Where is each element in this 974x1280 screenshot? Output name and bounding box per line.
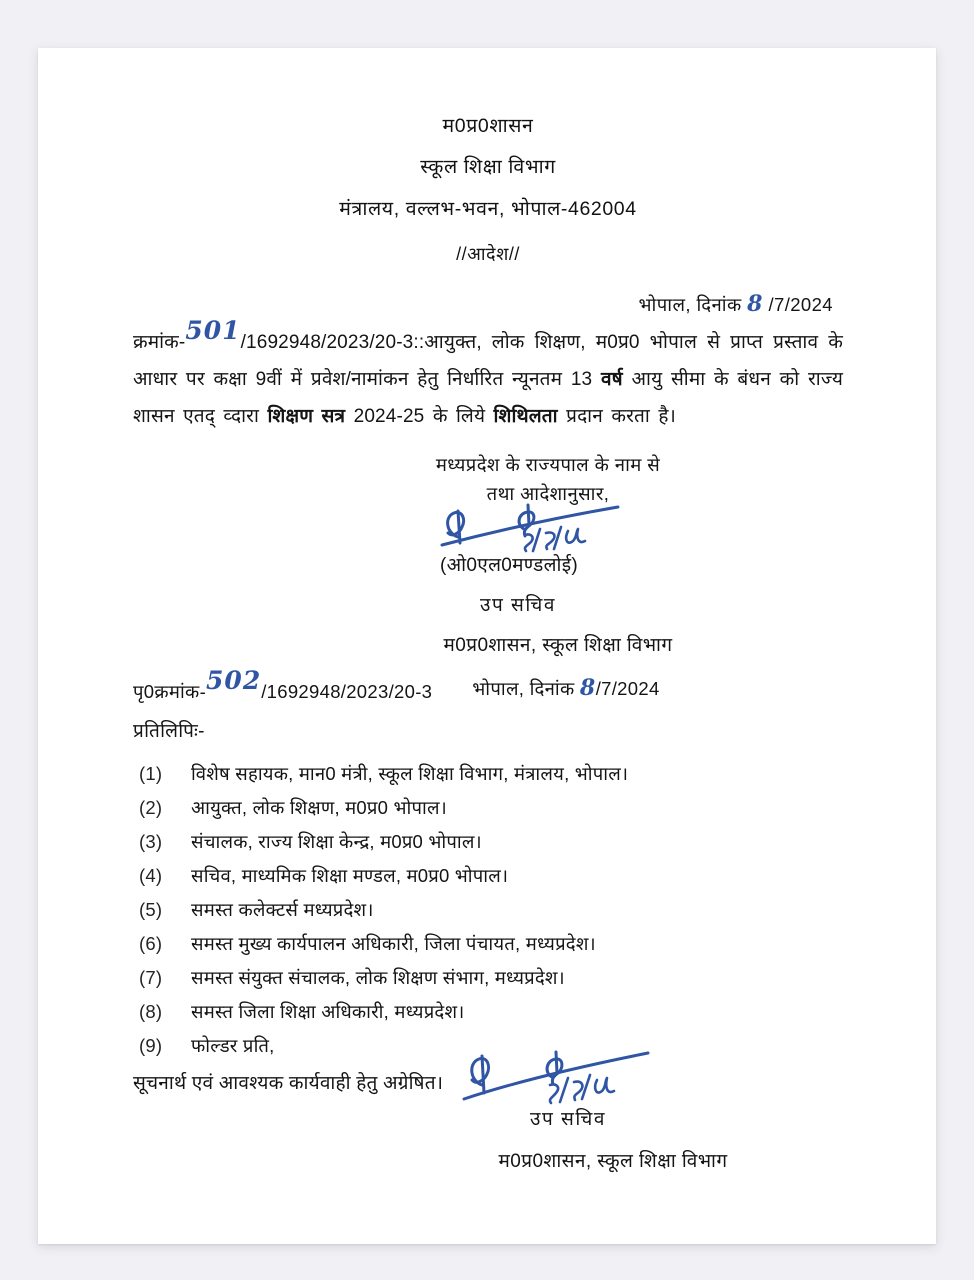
list-item-text: फोल्डर प्रति, <box>191 1034 275 1056</box>
order-body <box>133 316 844 435</box>
signature-block-bottom <box>133 1049 843 1173</box>
body-line-1-tail: आयुक्त, लोक शिक्षण, म0प्र0 भोपाल <box>424 332 698 354</box>
document-type-heading: //आदेश// <box>456 244 520 265</box>
order-number-label: क्रमांक- <box>133 332 186 354</box>
forwarding-note: सूचनार्थ एवं आवश्यक कार्यवाही हेतु अग्रेषित। <box>133 1072 444 1094</box>
endorsement-row <box>133 665 843 704</box>
list-item-text: संचालक, राज्य शिक्षा केन्द्र, म0प्र0 भोपाल। <box>191 830 482 852</box>
list-item <box>133 825 843 859</box>
list-item-number: (6) <box>139 932 163 954</box>
distribution-list <box>133 757 843 1063</box>
list-item-number: (8) <box>139 1000 163 1022</box>
list-item-text: समस्त मुख्य कार्यपालन अधिकारी, जिला पंचायत, मध्यप्रदेश। <box>191 932 596 954</box>
signatory-designation: उप सचिव <box>480 594 556 616</box>
issue-month-year: /7/2024 <box>768 294 833 316</box>
list-item-text: समस्त कलेक्टर्स मध्यप्रदेश। <box>191 898 374 920</box>
endorsement-serial-handwritten: 502 <box>206 665 262 695</box>
list-item <box>133 995 843 1029</box>
list-item-text: आयुक्त, लोक शिक्षण, म0प्र0 भोपाल। <box>191 796 447 818</box>
order-number-group <box>133 316 425 354</box>
endorsement-day-handwritten: 8 <box>579 674 596 701</box>
bottom-signatory-designation: उप सचिव <box>530 1108 606 1130</box>
body-emphasis-varsh: वर्ष <box>600 369 623 391</box>
list-item-number: (2) <box>139 796 163 818</box>
endorsement-place-date <box>472 675 659 701</box>
order-printed-ref: /1692948/2023/20-3:: <box>240 332 425 354</box>
list-item <box>133 961 843 995</box>
body-line-3-a: न्यूनतम 13 <box>512 369 601 391</box>
letterhead-government: म0प्र0शासन <box>442 115 534 137</box>
list-item-number: (1) <box>139 762 163 784</box>
issue-day-handwritten: 8 <box>747 291 763 318</box>
list-item-text: समस्त जिला शिक्षा अधिकारी, मध्यप्रदेश। <box>191 1000 465 1022</box>
signature-on-behalf: मध्यप्रदेश के राज्यपाल के नाम से <box>435 454 661 476</box>
signature-mark-bottom <box>133 1049 843 1107</box>
signature-mark-top <box>133 503 843 555</box>
order-serial-handwritten: 501 <box>185 316 241 346</box>
endorsement-month-year: /7/2024 <box>595 677 660 699</box>
endorsement-printed-ref: /1692948/2023/20-3 <box>261 680 433 702</box>
list-item <box>133 791 843 825</box>
copy-to-label: प्रतिलिपिः- <box>133 720 205 742</box>
list-item-number: (3) <box>139 830 163 852</box>
list-item-text: समस्त संयुक्त संचालक, लोक शिक्षण संभाग, मध्यप्रदेश। <box>191 966 565 988</box>
letterhead-department: स्कूल शिक्षा विभाग <box>420 156 556 179</box>
issue-place-label: भोपाल, दिनांक <box>638 294 742 316</box>
bottom-signatory-department: म0प्र0शासन, स्कूल शिक्षा विभाग <box>498 1150 728 1172</box>
list-item-number: (4) <box>139 864 163 886</box>
signatory-name: (ओ0एल0मण्डलोई) <box>440 554 578 576</box>
list-item <box>133 757 843 791</box>
body-line-3-c: आयु सीमा के बंधन को राज्य शासन एतद् व्दारा <box>133 369 844 428</box>
signature-block-top <box>133 451 843 656</box>
list-item-number: (5) <box>139 898 163 920</box>
list-item-number: (7) <box>139 966 163 988</box>
issue-place-date <box>133 291 843 317</box>
body-emphasis-session: शिक्षण सत्र <box>267 406 346 428</box>
list-item-text: विशेष सहायक, मान0 मंत्री, स्कूल शिक्षा विभाग, मंत्रालय, भोपाल। <box>191 762 629 784</box>
body-line-2: से प्राप्त प्रस्ताव के आधार पर कक्षा 9वीं में प्रवेश/नामांकन हेतु निर्धारित <box>133 332 844 391</box>
body-line-4-c: प्रदान करता है। <box>557 406 676 428</box>
list-item <box>133 893 843 927</box>
signatory-department: म0प्र0शासन, स्कूल शिक्षा विभाग <box>443 634 673 656</box>
letterhead-address: मंत्रालय, वल्लभ-भवन, भोपाल-462004 <box>339 197 637 220</box>
endorsement-label: पृ0क्रमांक- <box>133 680 207 702</box>
signature-as-ordered: तथा आदेशानुसार, <box>486 482 610 504</box>
body-emphasis-relaxation: शिथिलता <box>493 406 558 428</box>
endorsement-place-label: भोपाल, दिनांक <box>472 677 575 699</box>
list-item-number: (9) <box>139 1034 163 1056</box>
list-item-text: सचिव, माध्यमिक शिक्षा मण्डल, म0प्र0 भोपाल। <box>191 864 509 886</box>
list-item <box>133 927 843 961</box>
document-content <box>133 48 843 1244</box>
endorsement-number-group <box>133 665 433 704</box>
body-line-4-a: 2024-25 के लिये <box>353 406 494 428</box>
list-item <box>133 859 843 893</box>
document-sheet <box>38 48 936 1244</box>
letterhead <box>133 116 843 266</box>
